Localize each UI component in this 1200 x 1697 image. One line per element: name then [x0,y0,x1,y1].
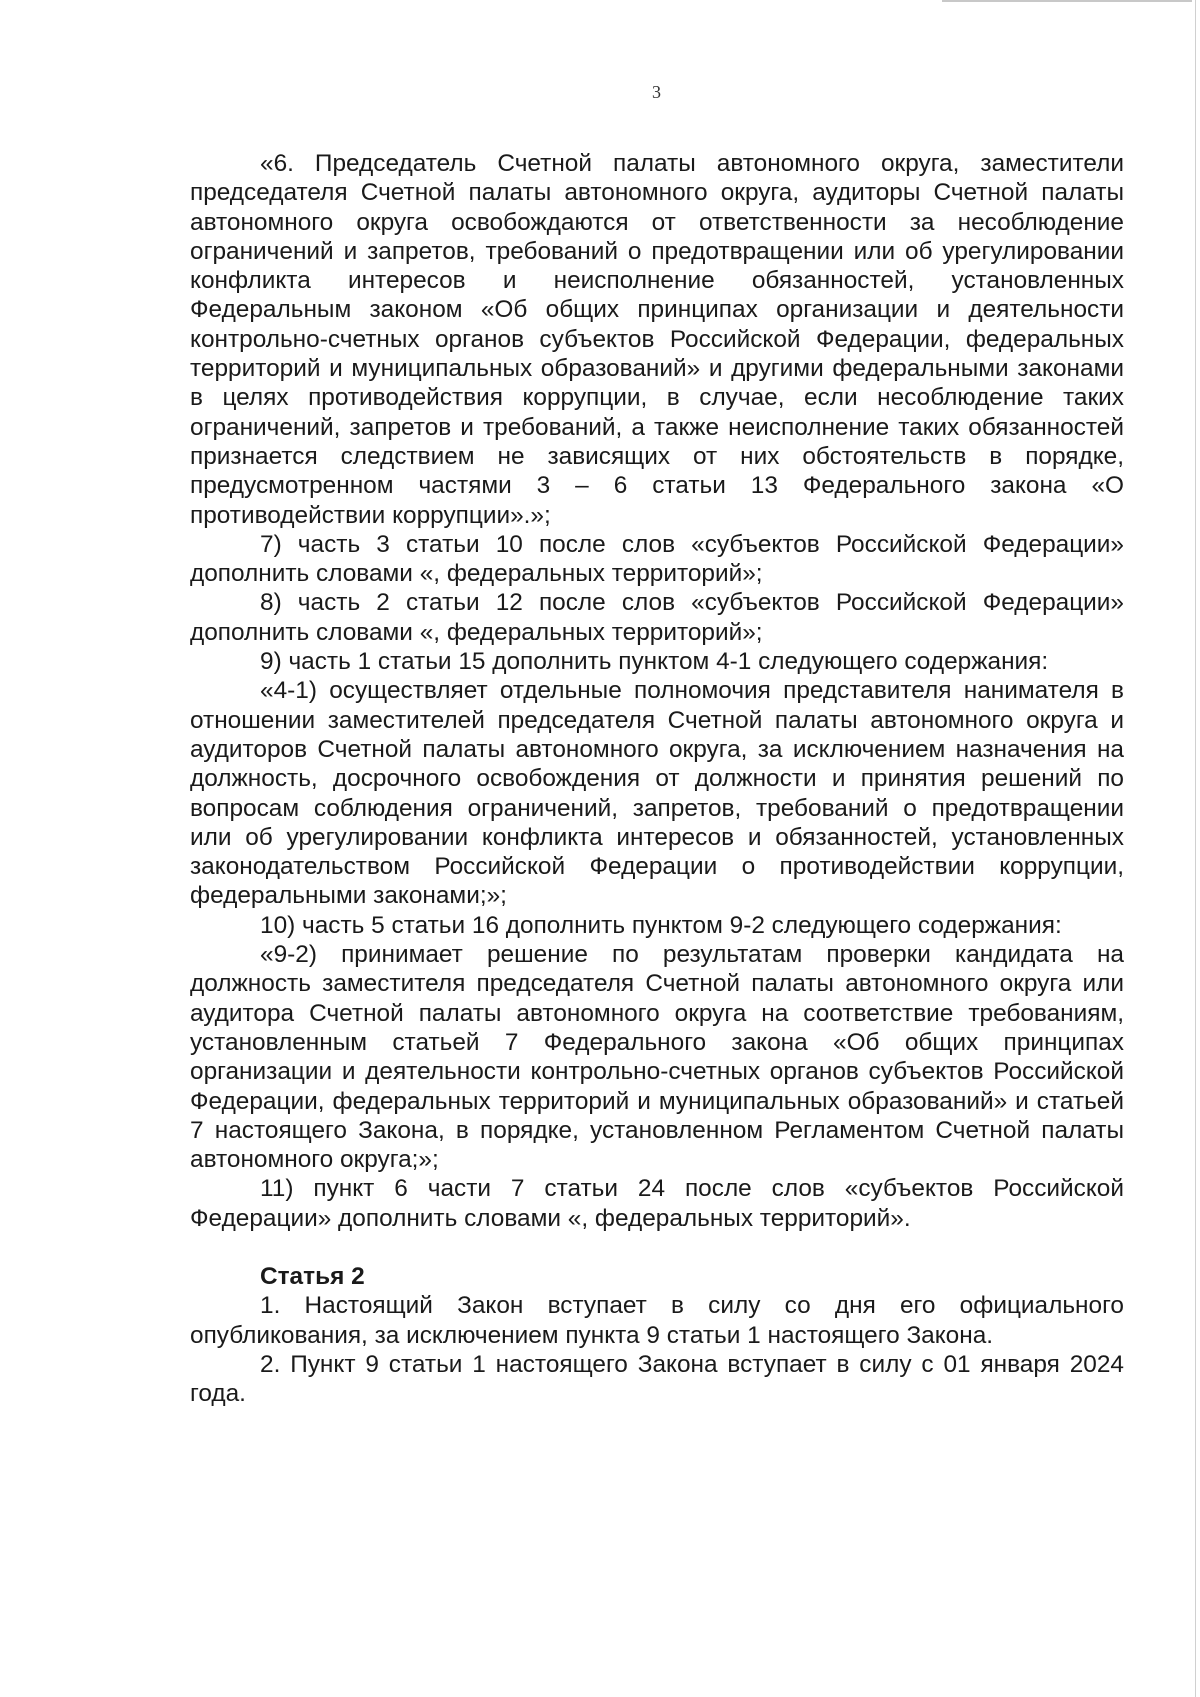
section-spacer [190,1233,1124,1262]
paragraph-item-10: 10) часть 5 статьи 16 дополнить пунктом 9-2 следующего содержания: [260,911,1062,939]
document-body [190,149,1124,1408]
paragraph-item-4-1: «4-1) осуществляет отдельные полномочия представителя нанимателя в отношении заместителей председателя Счетной палаты автономного округа и аудиторов Счетной палаты автономного округа, за исключением назначения на должность, досрочного освобождения от должности и принятия решений по вопросам соблюдения ограничений, запретов, требований о предотвращении или об урегулировании конфликта интересов и обязанностей, установленных законодательством Российской Федерации о противодействии коррупции, федеральными законами;»; [190,677,1124,910]
paragraph-item-6: «6. Председатель Счетной палаты автономного округа, заместители председателя Счетной палаты автономного округа, аудиторы Счетной палаты автономного округа освобождаются от ответственности за несоблюдение ограничений и запретов, требований о предотвращении или об урегулировании конфликта интересов и неисполнение обязанностей, установленных Федеральным законом «Об общих принципах организации и деятельности контрольно-счетных органов субъектов Российской Федерации, федеральных территорий и муниципальных образований» и другими федеральными законами в целях противодействия коррупции, в случае, если несоблюдение таких ограничений, запретов и требований, а также неисполнение таких обязанностей признается следствием не зависящих от них обстоятельств в порядке, предусмотренном частями 3 – 6 статьи 13 Федерального закона «О противодействии коррупции».»; [190,150,1124,529]
paragraph-item-7: 7) часть 3 статьи 10 после слов «субъектов Российской Федерации» дополнить словами «, федеральных территорий»; [190,530,1124,588]
page-edge-right [1195,0,1196,1697]
paragraph-item-11: 11) пункт 6 части 7 статьи 24 после слов «субъектов Российской Федерации» дополнить словами «, федеральных территорий». [190,1175,1124,1232]
paragraph-item-8: 8) часть 2 статьи 12 после слов «субъектов Российской Федерации» дополнить словами «, федеральных территорий»; [190,589,1124,646]
article-paragraph-1: 1. Настоящий Закон вступает в силу со дня его официального опубликования, за исключением пункта 9 статьи 1 настоящего Закона. [190,1292,1124,1349]
article-paragraph-2: 2. Пункт 9 статьи 1 настоящего Закона вступает в силу с 01 января 2024 года. [190,1350,1124,1408]
article-heading: Статья 2 [260,1262,365,1290]
paragraph-item-9-2: «9-2) принимает решение по результатам проверки кандидата на должность заместителя председателя Счетной палаты автономного округа или аудитора Счетной палаты автономного округа на соответствие требованиям, установленным статьей 7 Федерального закона «Об общих принципах организации и деятельности контрольно-счетных органов субъектов Российской Федерации, федеральных территорий и муниципальных образований» и статьей 7 настоящего Закона, в порядке, установленном Регламентом Счетной палаты автономного округа;»; [190,941,1124,1174]
page-number: 3 [652,82,661,102]
paragraph-item-9: 9) часть 1 статьи 15 дополнить пунктом 4-1 следующего содержания: [260,648,1049,676]
page-edge-top [942,0,1192,2]
